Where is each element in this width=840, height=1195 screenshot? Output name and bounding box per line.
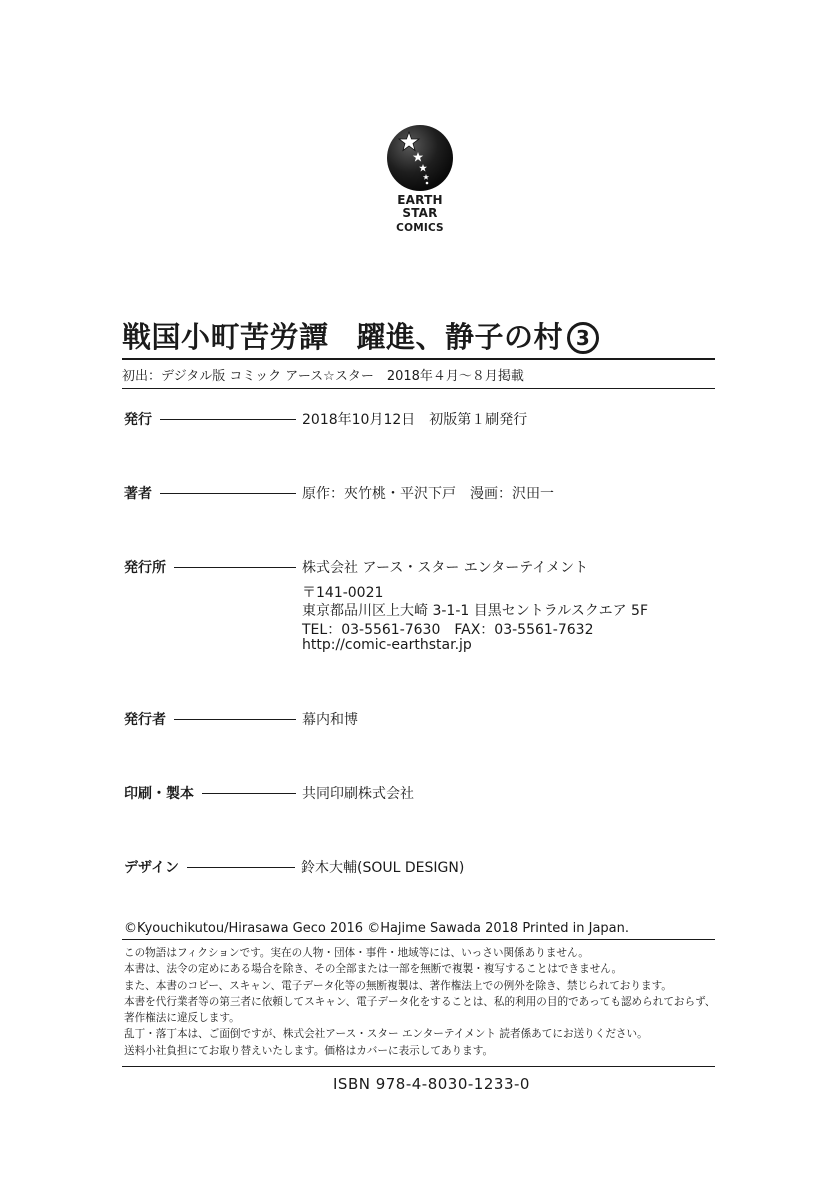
title-rule: [122, 358, 715, 360]
row-value: 2018年10月12日 初版第１刷発行: [302, 412, 528, 428]
publisher-postal-code: 〒141-0021: [302, 585, 384, 601]
publisher-url: http://comic-earthstar.jp: [302, 637, 472, 653]
row-value: 幕内和博: [302, 712, 358, 728]
row-value: 原作：夾竹桃・平沢下戸 漫画：沢田一: [302, 486, 554, 502]
row-publisher: [124, 557, 724, 577]
logo-text-line2: COMICS: [396, 222, 444, 234]
leader-line: [174, 719, 296, 720]
publisher-address: 東京都品川区上大崎 3-1-1 目黒セントラルスクエア 5F: [302, 603, 649, 619]
notice-line: また、本書のコピー、スキャン、電子データ化等の無断複製は、著作権法上での例外を除き、禁じられております。: [124, 979, 672, 992]
row-value: 共同印刷株式会社: [302, 786, 414, 802]
publisher-phone: TEL：03-5561-7630 FAX：03-5561-7632: [302, 622, 594, 638]
notice-line: 著作権法に違反します。: [124, 1012, 240, 1025]
legal-notices: [124, 945, 715, 1059]
isbn: ISBN 978-4-8030-1233-0: [333, 1075, 530, 1093]
row-label: 著者: [124, 486, 152, 502]
row-value: 鈴木大輔(SOUL DESIGN): [301, 860, 465, 876]
row-label: デザイン: [124, 860, 180, 876]
leader-line: [187, 867, 295, 868]
row-issuer: [124, 709, 724, 729]
logo-text-line1: EARTH STAR: [397, 193, 443, 220]
row-design: [124, 857, 724, 877]
row-label: 発行所: [124, 560, 166, 576]
earth-star-comics-logo: [378, 122, 462, 235]
notice-line: この物語はフィクションです。実在の人物・団体・事件・地域等には、いっさい関係ありません。: [124, 947, 589, 959]
leader-line: [202, 793, 296, 794]
leader-line: [160, 419, 296, 420]
row-value: 株式会社 アース・スター エンターテイメント: [302, 560, 589, 576]
divider: [122, 939, 715, 940]
row-author: [124, 483, 724, 503]
leader-line: [174, 567, 296, 568]
row-printing: [124, 783, 724, 803]
first-publication-note: 初出：デジタル版 コミック アース☆スター 2018年４月～８月掲載: [122, 369, 524, 384]
leader-line: [160, 493, 296, 494]
notice-line: 乱丁・落丁本は、ご面倒ですが、株式会社アース・スター エンターテイメント 読者係あてにお送りください。: [124, 1028, 648, 1041]
divider: [122, 388, 715, 389]
copyright-line: ©Kyouchikutou/Hirasawa Geco 2016 ©Hajime Sawada 2018 Printed in Japan.: [124, 921, 629, 936]
notice-line: 本書を代行業者等の第三者に依頼してスキャン、電子データ化をすることは、私的利用の目的であっても認められておらず、: [124, 995, 716, 1008]
row-label: 発行: [124, 412, 152, 428]
row-label: 発行者: [124, 712, 166, 728]
notice-line: 本書は、法令の定めにある場合を除き、その全部または一部を無断で複製・複写することはできません。: [124, 963, 623, 976]
book-title: [122, 315, 599, 356]
title-subtitle: 躍進、静子の村: [356, 320, 564, 354]
volume-number: 3: [567, 322, 599, 354]
notice-line: 送料小社負担にてお取り替えいたします。価格はカバーに表示してあります。: [124, 1044, 494, 1057]
title-main: 戦国小町苦労譚: [122, 320, 329, 354]
row-label: 印刷・製本: [124, 786, 194, 802]
row-issue: [124, 409, 724, 429]
star-globe-icon: [385, 122, 455, 192]
divider: [122, 1066, 715, 1067]
